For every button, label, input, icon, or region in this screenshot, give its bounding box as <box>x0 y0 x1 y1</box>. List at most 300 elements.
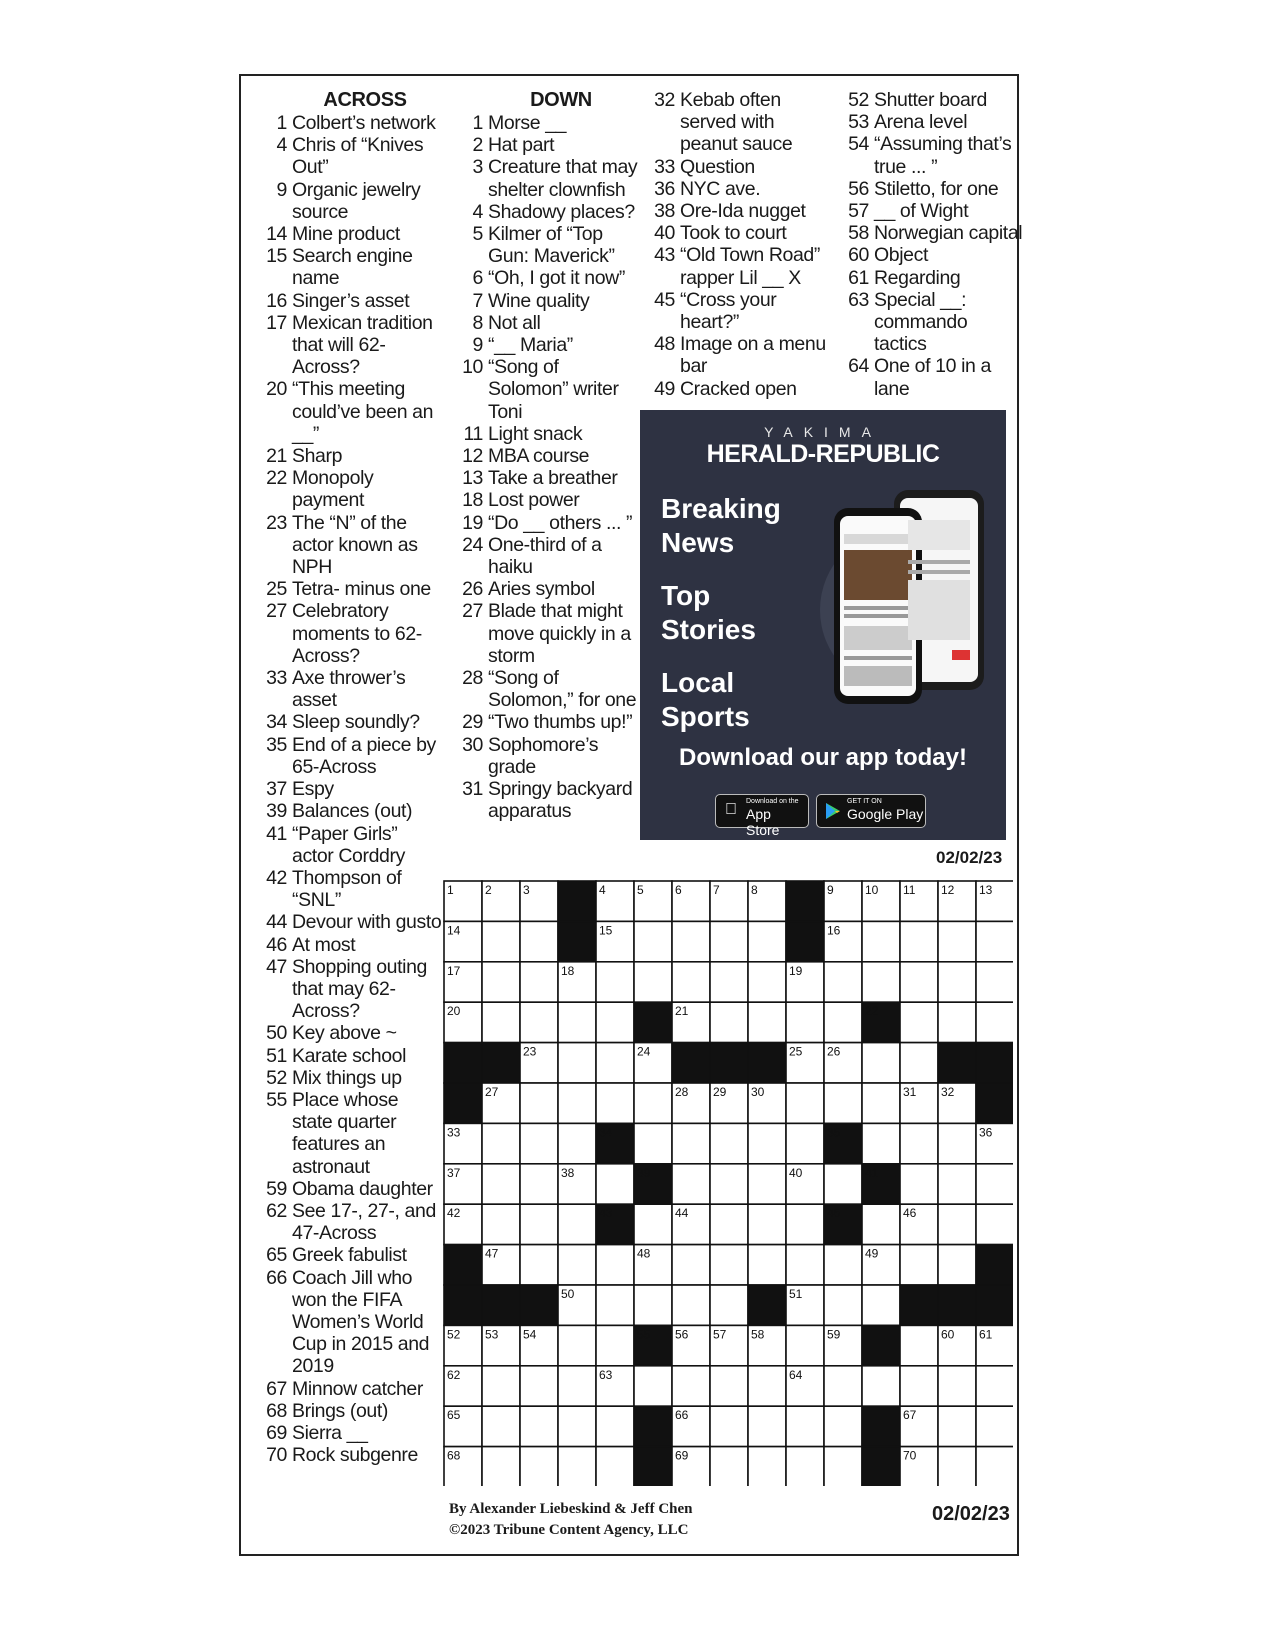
black-square <box>482 1043 520 1083</box>
clue-down-36[interactable] <box>640 178 832 200</box>
clue-down-40[interactable] <box>640 222 832 244</box>
grid-cell[interactable] <box>900 1245 938 1285</box>
clue-text: Search engine name <box>292 245 413 290</box>
grid-cell[interactable] <box>748 1123 786 1163</box>
grid-cell[interactable] <box>938 921 976 961</box>
clue-number: 17 <box>266 311 287 334</box>
clue-down-26[interactable] <box>448 578 638 600</box>
grid-cell[interactable] <box>976 1002 1013 1042</box>
cell-number: 37 <box>447 1165 461 1180</box>
grid-cell[interactable] <box>520 1123 558 1163</box>
ad-headline: Top Stories <box>661 580 756 645</box>
clue-number: 47 <box>266 955 287 978</box>
grid-cell[interactable] <box>710 1204 748 1244</box>
clue-across-16[interactable] <box>252 290 442 312</box>
clue-down-1[interactable] <box>448 112 638 134</box>
clue-down-58[interactable] <box>834 222 1024 244</box>
black-square <box>976 1245 1013 1285</box>
grid-cell[interactable] <box>482 1002 520 1042</box>
clue-text: Not all <box>488 311 541 334</box>
grid-cell[interactable] <box>710 1447 748 1486</box>
grid-cell[interactable] <box>748 1204 786 1244</box>
grid-cell[interactable] <box>672 1164 710 1204</box>
clue-down-48[interactable] <box>640 333 832 377</box>
grid-cell[interactable] <box>938 1002 976 1042</box>
clue-down-24[interactable] <box>448 534 638 578</box>
clue-across-51[interactable] <box>252 1045 442 1067</box>
clue-number: 15 <box>266 245 287 268</box>
clue-text: Minnow catcher <box>292 1377 423 1400</box>
grid-cell[interactable] <box>482 1366 520 1406</box>
clue-number: 5 <box>472 223 483 246</box>
clue-text: Image on a menu bar <box>680 333 826 378</box>
clue-text: “Do __ others ... ” <box>488 511 633 534</box>
cell-number: 61 <box>979 1327 993 1342</box>
clue-text: Stiletto, for one <box>874 177 999 200</box>
grid-cell[interactable] <box>976 1366 1013 1406</box>
grid-cell[interactable] <box>672 1285 710 1325</box>
cell-number: 54 <box>523 1327 537 1342</box>
grid-cell[interactable] <box>748 1447 786 1486</box>
clue-down-52[interactable] <box>834 89 1024 111</box>
clue-down-18[interactable] <box>448 489 638 511</box>
clue-number: 22 <box>266 467 287 490</box>
black-square <box>938 1285 976 1325</box>
clue-text: “Paper Girls” actor Corddry <box>292 822 405 867</box>
clue-across-14[interactable] <box>252 223 442 245</box>
clue-down-53[interactable] <box>834 111 1024 133</box>
grid-cell[interactable] <box>786 1325 824 1365</box>
google-play-label: Google Play <box>847 806 924 822</box>
grid-cell[interactable] <box>824 1406 862 1446</box>
clue-across-66[interactable] <box>252 1267 442 1378</box>
grid-cell[interactable] <box>938 962 976 1002</box>
grid-cell[interactable] <box>976 1164 1013 1204</box>
clue-across-46[interactable] <box>252 934 442 956</box>
grid-cell[interactable] <box>862 1366 900 1406</box>
clue-across-37[interactable] <box>252 778 442 800</box>
grid-cell[interactable] <box>558 1123 596 1163</box>
down-heading: DOWN <box>530 89 592 111</box>
grid-cell[interactable] <box>938 1204 976 1244</box>
clue-across-15[interactable] <box>252 245 442 289</box>
clue-down-49[interactable] <box>640 378 832 400</box>
grid-cell[interactable] <box>672 1123 710 1163</box>
clue-across-27[interactable] <box>252 600 442 667</box>
grid-cell[interactable] <box>596 1325 634 1365</box>
grid-cell[interactable] <box>862 962 900 1002</box>
grid-cell[interactable] <box>634 1123 672 1163</box>
clue-text: The “N” of the actor known as NPH <box>292 511 418 579</box>
black-square <box>748 1043 786 1083</box>
grid-cell[interactable] <box>672 1366 710 1406</box>
cell-number: 22 <box>865 1004 879 1019</box>
copyright: ©2023 Tribune Content Agency, LLC <box>449 1522 689 1538</box>
grid-cell[interactable] <box>786 1406 824 1446</box>
black-square <box>938 1043 976 1083</box>
cell-number: 44 <box>675 1206 689 1221</box>
clue-text: Axe thrower’s asset <box>292 667 406 712</box>
grid-cell[interactable] <box>748 1366 786 1406</box>
grid-cell[interactable] <box>748 1245 786 1285</box>
grid-cell[interactable] <box>748 1164 786 1204</box>
black-square <box>672 1043 710 1083</box>
grid-cell[interactable] <box>938 1245 976 1285</box>
clue-number: 20 <box>266 378 287 401</box>
clue-number: 12 <box>462 445 483 468</box>
clue-across-21[interactable] <box>252 445 442 467</box>
grid-cell[interactable] <box>672 962 710 1002</box>
grid-cell[interactable] <box>558 1325 596 1365</box>
grid-cell[interactable] <box>634 1204 672 1244</box>
grid-cell[interactable] <box>748 921 786 961</box>
clue-text: Mine product <box>292 223 400 246</box>
grid-cell[interactable] <box>482 1164 520 1204</box>
clue-across-65[interactable] <box>252 1244 442 1266</box>
clue-across-22[interactable] <box>252 467 442 511</box>
grid-cell[interactable] <box>976 921 1013 961</box>
grid-cell[interactable] <box>938 1406 976 1446</box>
clue-down-63[interactable] <box>834 289 1024 356</box>
clue-down-43[interactable] <box>640 244 832 288</box>
grid-cell[interactable] <box>824 962 862 1002</box>
grid-cell[interactable] <box>900 1164 938 1204</box>
grid-cell[interactable] <box>520 1245 558 1285</box>
clue-across-67[interactable] <box>252 1378 442 1400</box>
clue-across-25[interactable] <box>252 578 442 600</box>
grid-cell[interactable] <box>482 1447 520 1486</box>
clue-text: Sierra __ <box>292 1421 368 1444</box>
cell-number: 52 <box>447 1327 461 1342</box>
grid-cell[interactable] <box>862 1083 900 1123</box>
clue-across-39[interactable] <box>252 800 442 822</box>
grid-cell[interactable] <box>938 1447 976 1486</box>
grid-cell[interactable] <box>596 1164 634 1204</box>
clue-number: 58 <box>848 222 869 245</box>
clue-text: Morse __ <box>488 112 567 134</box>
grid-cell[interactable] <box>710 921 748 961</box>
clue-across-17[interactable] <box>252 312 442 379</box>
app-store-button[interactable] <box>715 794 809 838</box>
clue-text: Ore-Ida nugget <box>680 200 806 223</box>
clue-number: 9 <box>472 334 483 357</box>
cell-number: 55 <box>637 1327 651 1342</box>
grid-cell[interactable] <box>520 1002 558 1042</box>
grid-cell[interactable] <box>710 962 748 1002</box>
clue-across-44[interactable] <box>252 911 442 933</box>
clue-text: Kebab often served with peanut sauce <box>680 89 793 156</box>
grid-cell[interactable] <box>596 1002 634 1042</box>
grid-cell[interactable] <box>976 962 1013 1002</box>
clue-down-64[interactable] <box>834 355 1024 399</box>
clue-text: Norwegian capital <box>874 222 1023 245</box>
grid-cell[interactable] <box>634 921 672 961</box>
grid-cell[interactable] <box>596 1285 634 1325</box>
grid-cell[interactable] <box>558 1366 596 1406</box>
grid-cell[interactable] <box>900 1002 938 1042</box>
grid-cell[interactable] <box>596 1406 634 1446</box>
grid-cell[interactable] <box>520 921 558 961</box>
clue-down-61[interactable] <box>834 267 1024 289</box>
grid-cell[interactable] <box>558 1083 596 1123</box>
crossword-grid[interactable] <box>443 880 1013 1486</box>
google-play-caption: GET IT ON <box>847 798 882 805</box>
grid-cell[interactable] <box>976 1204 1013 1244</box>
grid-cell[interactable] <box>786 1245 824 1285</box>
clue-text: Obama daughter <box>292 1177 433 1200</box>
clue-across-1[interactable] <box>252 112 442 134</box>
grid-cell[interactable] <box>786 1204 824 1244</box>
grid-cell[interactable] <box>520 1164 558 1204</box>
grid-cell[interactable] <box>520 962 558 1002</box>
clue-down-38[interactable] <box>640 200 832 222</box>
grid-cell[interactable] <box>710 1285 748 1325</box>
clue-number: 10 <box>462 356 483 379</box>
grid-cell[interactable] <box>824 1164 862 1204</box>
clue-across-55[interactable] <box>252 1089 442 1178</box>
clue-down-32[interactable] <box>640 89 832 156</box>
grid-cell[interactable] <box>710 1123 748 1163</box>
grid-cell[interactable] <box>786 1002 824 1042</box>
grid-cell[interactable] <box>900 921 938 961</box>
clue-text: See 17-, 27-, and 47-Across <box>292 1199 436 1245</box>
clue-number: 56 <box>848 177 869 200</box>
clue-down-5[interactable] <box>448 223 638 267</box>
clue-number: 60 <box>848 244 869 267</box>
grid-cell[interactable] <box>520 1083 558 1123</box>
grid-cell[interactable] <box>634 962 672 1002</box>
grid-cell[interactable] <box>520 1366 558 1406</box>
clue-down-6[interactable] <box>448 267 638 289</box>
black-square <box>634 1002 672 1042</box>
cell-number: 60 <box>941 1327 955 1342</box>
grid-cell[interactable] <box>710 1164 748 1204</box>
cell-number: 36 <box>979 1125 993 1140</box>
clue-down-9[interactable] <box>448 334 638 356</box>
phone-mockup-icon <box>812 480 992 720</box>
grid-cell[interactable] <box>862 1204 900 1244</box>
grid-cell[interactable] <box>482 1204 520 1244</box>
grid-cell[interactable] <box>710 1245 748 1285</box>
cell-number: 27 <box>485 1085 499 1099</box>
cell-number: 35 <box>827 1125 841 1140</box>
clue-number: 11 <box>463 422 483 445</box>
grid-cell[interactable] <box>634 1285 672 1325</box>
cell-number: 2 <box>485 883 492 897</box>
clue-across-70[interactable] <box>252 1444 442 1466</box>
clue-across-20[interactable] <box>252 378 442 445</box>
grid-cell[interactable] <box>710 1406 748 1446</box>
grid-cell[interactable] <box>976 1406 1013 1446</box>
clue-text: Organic jewelry source <box>292 178 421 223</box>
clue-text: Aries symbol <box>488 578 595 601</box>
grid-cell[interactable] <box>900 1123 938 1163</box>
clue-across-69[interactable] <box>252 1422 442 1444</box>
black-square <box>900 1285 938 1325</box>
clue-down-10[interactable] <box>448 356 638 423</box>
grid-cell[interactable] <box>634 1366 672 1406</box>
clue-down-4[interactable] <box>448 201 638 223</box>
black-square <box>710 1043 748 1083</box>
grid-cell[interactable] <box>710 1366 748 1406</box>
black-square <box>520 1285 558 1325</box>
clue-number: 36 <box>654 177 675 200</box>
clue-down-11[interactable] <box>448 423 638 445</box>
clue-down-28[interactable] <box>448 667 638 711</box>
byline: By Alexander Liebeskind & Jeff Chen <box>449 1501 693 1517</box>
black-square <box>558 881 596 921</box>
clue-text: Singer’s asset <box>292 289 410 312</box>
clue-across-41[interactable] <box>252 823 442 867</box>
grid-cell[interactable] <box>824 1285 862 1325</box>
clue-down-12[interactable] <box>448 445 638 467</box>
grid-cell[interactable] <box>520 1447 558 1486</box>
grid-cell[interactable] <box>558 1002 596 1042</box>
cell-number: 25 <box>789 1044 803 1059</box>
grid-cell[interactable] <box>596 1043 634 1083</box>
grid-cell[interactable] <box>748 1002 786 1042</box>
grid-cell[interactable] <box>862 1285 900 1325</box>
grid-cell[interactable] <box>786 1447 824 1486</box>
clue-across-50[interactable] <box>252 1022 442 1044</box>
grid-cell[interactable] <box>710 1002 748 1042</box>
google-play-button[interactable] <box>816 794 926 828</box>
grid-cell[interactable] <box>596 962 634 1002</box>
clue-text: “Cross your heart?” <box>680 288 777 334</box>
clue-down-31[interactable] <box>448 778 638 822</box>
clue-down-45[interactable] <box>640 289 832 333</box>
clue-across-59[interactable] <box>252 1178 442 1200</box>
clue-number: 51 <box>266 1044 287 1067</box>
grid-cell[interactable] <box>824 1245 862 1285</box>
clue-down-19[interactable] <box>448 512 638 534</box>
grid-cell[interactable] <box>672 921 710 961</box>
grid-cell[interactable] <box>558 1245 596 1285</box>
clue-down-29[interactable] <box>448 711 638 733</box>
grid-cell[interactable] <box>938 1366 976 1406</box>
clue-text: Karate school <box>292 1044 407 1067</box>
grid-cell[interactable] <box>596 1447 634 1486</box>
cell-number: 26 <box>827 1044 841 1059</box>
clue-down-54[interactable] <box>834 133 1024 177</box>
grid-cell[interactable] <box>862 1123 900 1163</box>
app-advertisement[interactable] <box>640 410 1006 840</box>
clue-text: Sharp <box>292 445 343 468</box>
clue-text: Sophomore’s grade <box>488 733 599 778</box>
clue-down-33[interactable] <box>640 156 832 178</box>
grid-cell[interactable] <box>938 1164 976 1204</box>
clue-down-56[interactable] <box>834 178 1024 200</box>
clue-across-4[interactable] <box>252 134 442 178</box>
clue-across-23[interactable] <box>252 512 442 579</box>
grid-cell[interactable] <box>824 1366 862 1406</box>
black-square <box>748 1285 786 1325</box>
clue-down-57[interactable] <box>834 200 1024 222</box>
clue-down-8[interactable] <box>448 312 638 334</box>
clue-down-3[interactable] <box>448 156 638 200</box>
puzzle-date: 02/02/23 <box>936 848 1003 867</box>
black-square <box>976 1285 1013 1325</box>
down-clue-list <box>834 89 1024 400</box>
clue-across-9[interactable] <box>252 179 442 223</box>
clue-number: 32 <box>654 89 675 111</box>
black-square <box>786 881 824 921</box>
clue-number: 34 <box>266 711 287 734</box>
grid-cell[interactable] <box>482 962 520 1002</box>
clue-number: 43 <box>654 244 675 267</box>
grid-cell[interactable] <box>596 1245 634 1285</box>
grid-cell[interactable] <box>786 1083 824 1123</box>
grid-cell[interactable] <box>862 921 900 961</box>
cell-number: 5 <box>637 883 644 897</box>
grid-cell[interactable] <box>482 1123 520 1163</box>
grid-cell[interactable] <box>748 1406 786 1446</box>
cell-number: 70 <box>903 1448 917 1463</box>
clue-text: Special __: commando tactics <box>874 288 968 356</box>
clue-across-52[interactable] <box>252 1067 442 1089</box>
grid-cell[interactable] <box>482 921 520 961</box>
clue-number: 45 <box>654 288 675 311</box>
grid-cell[interactable] <box>672 1245 710 1285</box>
clue-number: 30 <box>462 733 483 756</box>
grid-cell[interactable] <box>824 1447 862 1486</box>
clue-number: 28 <box>462 667 483 690</box>
grid-cell[interactable] <box>482 1406 520 1446</box>
clue-across-42[interactable] <box>252 867 442 911</box>
grid-cell[interactable] <box>786 1123 824 1163</box>
clue-text: Shadowy places? <box>488 200 635 223</box>
grid-cell[interactable] <box>862 1043 900 1083</box>
clue-across-47[interactable] <box>252 956 442 1023</box>
grid-cell[interactable] <box>520 1204 558 1244</box>
grid-cell[interactable] <box>558 1406 596 1446</box>
grid-cell[interactable] <box>748 962 786 1002</box>
grid-cell[interactable] <box>976 1447 1013 1486</box>
clue-number: 4 <box>472 200 483 223</box>
clue-down-60[interactable] <box>834 244 1024 266</box>
grid-cell[interactable] <box>824 1083 862 1123</box>
clue-down-30[interactable] <box>448 734 638 778</box>
grid-cell[interactable] <box>824 1002 862 1042</box>
grid-cell[interactable] <box>634 1083 672 1123</box>
clue-down-13[interactable] <box>448 467 638 489</box>
clue-down-7[interactable] <box>448 290 638 312</box>
grid-cell[interactable] <box>596 1083 634 1123</box>
grid-cell[interactable] <box>900 1325 938 1365</box>
clue-across-35[interactable] <box>252 734 442 778</box>
clue-across-62[interactable] <box>252 1200 442 1244</box>
ad-headline: Local Sports <box>661 667 750 732</box>
grid-cell[interactable] <box>558 1447 596 1486</box>
clue-down-27[interactable] <box>448 600 638 667</box>
clue-number: 40 <box>654 222 675 245</box>
grid-cell[interactable] <box>520 1406 558 1446</box>
grid-cell[interactable] <box>938 1123 976 1163</box>
publisher-logo: HERALD-REPUBLIC <box>706 440 940 468</box>
clue-number: 55 <box>266 1088 287 1111</box>
clue-down-2[interactable] <box>448 134 638 156</box>
clue-across-33[interactable] <box>252 667 442 711</box>
grid-cell[interactable] <box>900 1043 938 1083</box>
grid-cell[interactable] <box>558 1204 596 1244</box>
clue-across-68[interactable] <box>252 1400 442 1422</box>
grid-cell[interactable] <box>900 1366 938 1406</box>
grid-cell[interactable] <box>558 1043 596 1083</box>
clue-text: Creature that may shelter clownfish <box>488 156 638 201</box>
clue-across-34[interactable] <box>252 711 442 733</box>
cell-number: 49 <box>865 1246 879 1261</box>
grid-cell[interactable] <box>900 962 938 1002</box>
